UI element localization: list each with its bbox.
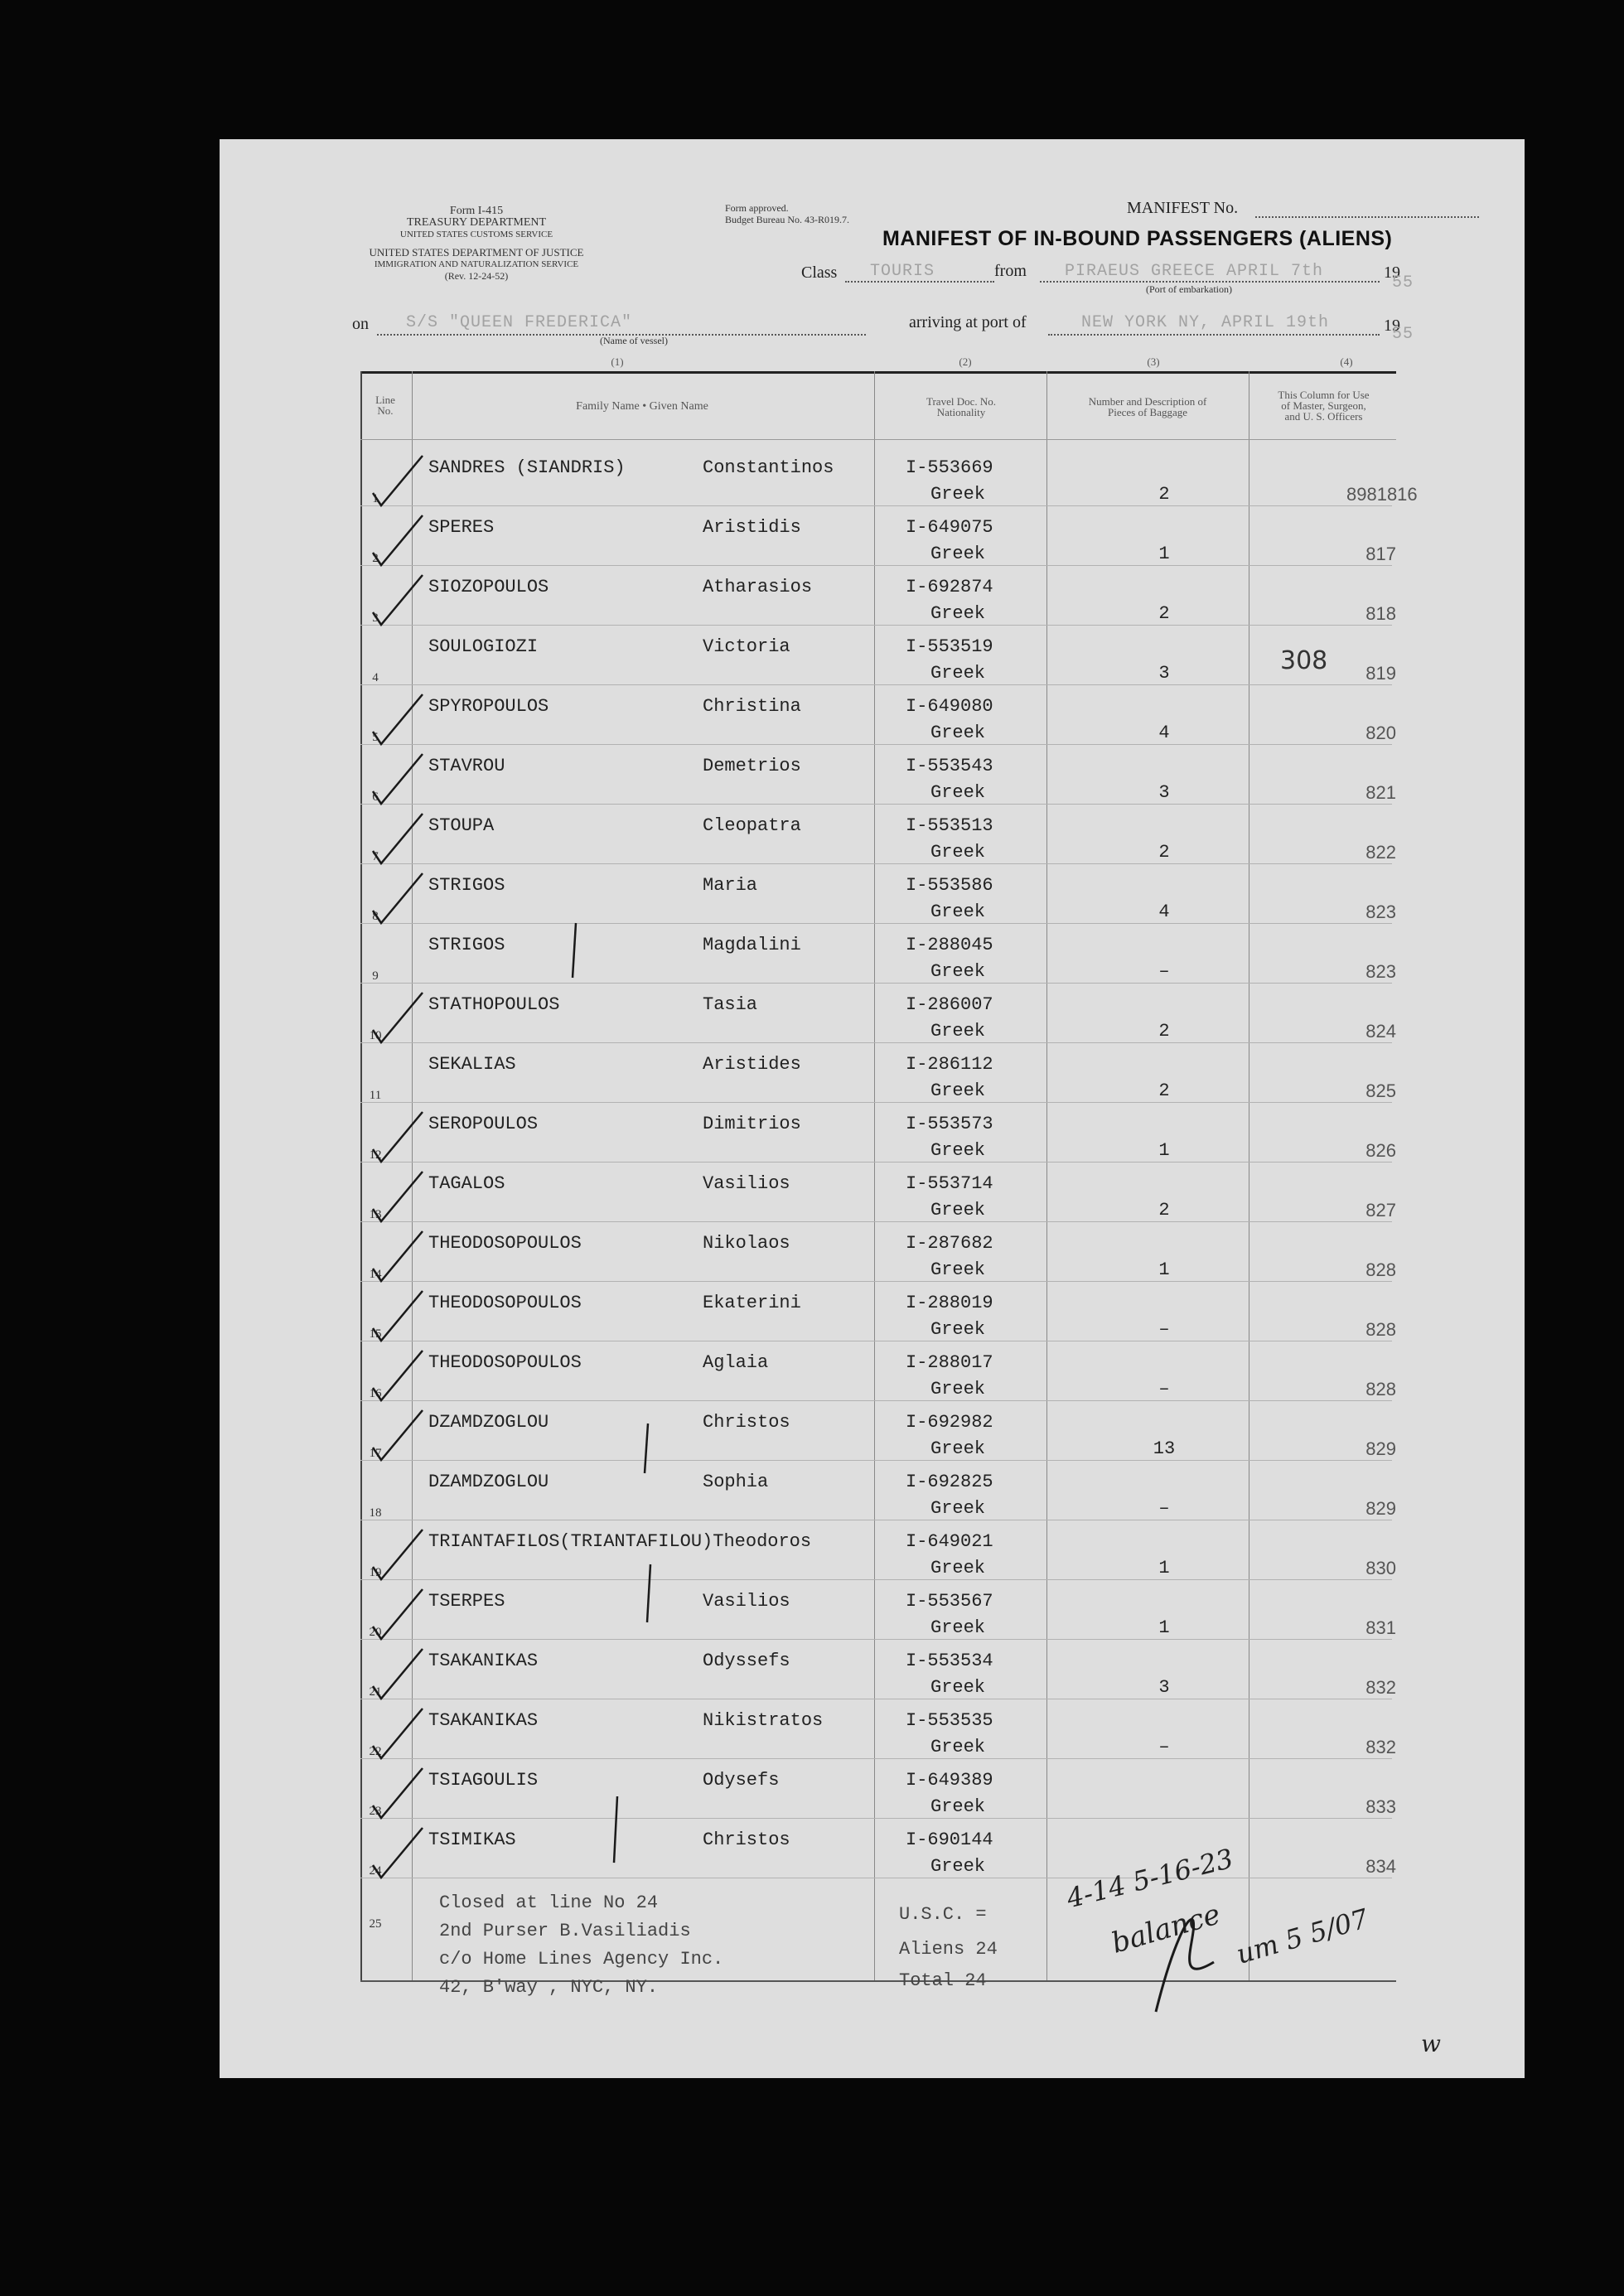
baggage-count: 1 [1158, 1617, 1170, 1638]
travel-doc-number: I-553573 [906, 1114, 993, 1134]
officer-number: 821 [1365, 782, 1396, 803]
family-name: TSIMIKAS [428, 1830, 516, 1850]
line-number: 15 [369, 1327, 382, 1341]
family-name: TSERPES [428, 1591, 505, 1612]
family-name: TAGALOS [428, 1173, 505, 1194]
officer-number: 827 [1365, 1200, 1396, 1221]
check-mark [373, 1172, 423, 1221]
check-mark [373, 1351, 423, 1400]
check-mark [373, 1709, 423, 1758]
travel-doc-number: I-553567 [906, 1591, 993, 1612]
baggage-count: – [1158, 1737, 1170, 1757]
check-mark [373, 873, 423, 923]
nationality: Greek [930, 663, 986, 684]
col-header-officers: This Column for Use of Master, Surgeon, and U. S. Officers [1278, 389, 1370, 423]
handwritten-initials: um 5 5/07 [1232, 1902, 1372, 1970]
nationality: Greek [930, 603, 986, 624]
manifest-no-label: MANIFEST No. [1127, 199, 1239, 217]
family-name: SEKALIAS [428, 1054, 516, 1075]
baggage-count: 2 [1158, 1080, 1170, 1101]
check-mark [373, 575, 423, 625]
pen-marks [220, 139, 1525, 2078]
aliens-total: Aliens 24 [899, 1939, 998, 1960]
officer-number: 831 [1365, 1617, 1396, 1638]
given-name: Maria [703, 875, 758, 896]
baggage-count: 2 [1158, 1200, 1170, 1221]
family-name: STOUPA [428, 815, 495, 836]
family-name: DZAMDZOGLOU [428, 1412, 549, 1433]
signature-stroke [1156, 1919, 1214, 2012]
purser-line: 2nd Purser B.Vasiliadis [439, 1921, 691, 1941]
handwritten-reference: 4-14 5-16-23 [1063, 1842, 1237, 1915]
nationality: Greek [930, 1438, 986, 1459]
col-header-baggage: Number and Description of Pieces of Baggage [1088, 395, 1207, 418]
travel-doc-number: I-288017 [906, 1352, 993, 1373]
family-name: SIOZOPOULOS [428, 577, 549, 597]
year-suffix-1: 55 [1392, 273, 1414, 292]
check-mark [373, 456, 423, 505]
officer-number: 823 [1365, 961, 1396, 982]
travel-doc-number: I-553586 [906, 875, 993, 896]
travel-doc-number: I-692874 [906, 577, 993, 597]
officer-number: 823 [1365, 901, 1396, 922]
line-number: 6 [372, 790, 379, 804]
given-name: Christos [703, 1412, 790, 1433]
travel-doc-number: I-649080 [906, 696, 993, 717]
baggage-count: 2 [1158, 603, 1170, 624]
col-number-3: (3) [1147, 355, 1160, 368]
baggage-count: 3 [1158, 663, 1170, 684]
officer-number: 817 [1365, 544, 1396, 564]
col-header-doc: Travel Doc. No. Nationality [926, 395, 996, 418]
given-name: Vasilios [703, 1173, 790, 1194]
check-mark [373, 1291, 423, 1341]
nationality: Greek [930, 1498, 986, 1519]
embarkation-note: (Port of embarkation) [1146, 283, 1232, 295]
officer-number: 819 [1365, 663, 1396, 684]
travel-doc-number: I-649075 [906, 517, 993, 538]
given-name: Atharasios [703, 577, 813, 597]
nationality: Greek [930, 842, 986, 863]
nationality: Greek [930, 1259, 986, 1280]
given-name: Odyssefs [703, 1651, 790, 1671]
officer-number: 8981816 [1346, 484, 1418, 505]
line-number: 17 [369, 1447, 382, 1460]
given-name: Christos [703, 1830, 790, 1850]
family-name: STAVROU [428, 756, 505, 776]
given-name: Constantinos [703, 457, 834, 478]
family-name: SANDRES (SIANDRIS) [428, 457, 626, 478]
officer-number: 825 [1365, 1080, 1396, 1101]
line-number: 20 [369, 1626, 382, 1639]
col-number-2: (2) [959, 355, 972, 368]
class-value: TOURIS [870, 262, 935, 281]
baggage-count: 2 [1158, 1021, 1170, 1042]
officer-number: 828 [1365, 1379, 1396, 1399]
line-number: 22 [369, 1745, 382, 1758]
travel-doc-number: I-649021 [906, 1531, 993, 1552]
family-name: STRIGOS [428, 935, 505, 955]
year-suffix-2: 55 [1392, 325, 1414, 344]
travel-doc-number: I-690144 [906, 1830, 993, 1850]
baggage-count: 3 [1158, 782, 1170, 803]
approval-block: Form approved. Budget Bureau No. 43-R019.7. [725, 202, 849, 225]
baggage-count: – [1158, 1498, 1170, 1519]
line-number: 2 [372, 552, 379, 565]
check-mark [373, 1649, 423, 1699]
baggage-count: – [1158, 1379, 1170, 1399]
nationality: Greek [930, 901, 986, 922]
check-mark [373, 1530, 423, 1579]
nationality: Greek [930, 723, 986, 743]
travel-doc-number: I-553534 [906, 1651, 993, 1671]
nationality: Greek [930, 961, 986, 982]
family-name: TSIAGOULIS [428, 1770, 539, 1791]
officer-number: 824 [1365, 1021, 1396, 1042]
baggage-count: – [1158, 1319, 1170, 1340]
closing-line: Closed at line No 24 [439, 1892, 659, 1913]
officer-number: 829 [1365, 1498, 1396, 1519]
nationality: Greek [930, 782, 986, 803]
line-number: 13 [369, 1208, 382, 1221]
baggage-count: 3 [1158, 1677, 1170, 1698]
line-number: 7 [372, 850, 379, 863]
baggage-count: – [1158, 961, 1170, 982]
family-name: DZAMDZOGLOU [428, 1472, 549, 1492]
officer-number: 829 [1365, 1438, 1396, 1459]
family-name: STATHOPOULOS [428, 994, 560, 1015]
baggage-count: 4 [1158, 723, 1170, 743]
line-number: 10 [369, 1029, 382, 1042]
family-name: THEODOSOPOULOS [428, 1233, 582, 1254]
vessel-note: (Name of vessel) [600, 335, 668, 346]
travel-doc-number: I-553543 [906, 756, 993, 776]
nationality: Greek [930, 1796, 986, 1817]
officer-number: 822 [1365, 842, 1396, 863]
baggage-count: 4 [1158, 901, 1170, 922]
given-name: Tasia [703, 994, 758, 1015]
baggage-count: 2 [1158, 842, 1170, 863]
line-number: 3 [372, 611, 379, 625]
line-number: 8 [372, 910, 379, 923]
line-number: 23 [369, 1805, 382, 1818]
family-name: TSAKANIKAS [428, 1651, 539, 1671]
from-value: PIRAEUS GREECE APRIL 7th [1065, 262, 1324, 281]
tick-mark [647, 1564, 650, 1622]
year-prefix-2: 19 [1384, 317, 1400, 335]
officer-number: 828 [1365, 1319, 1396, 1340]
nationality: Greek [930, 1140, 986, 1161]
travel-doc-number: I-553669 [906, 457, 993, 478]
check-mark [373, 1410, 423, 1460]
line-number: 4 [372, 671, 379, 684]
line-number: 14 [369, 1268, 382, 1281]
given-name: Aglaia [703, 1352, 769, 1373]
officer-number: 833 [1365, 1796, 1396, 1817]
family-name: SPYROPOULOS [428, 696, 549, 717]
officer-number: 820 [1365, 723, 1396, 743]
given-name: Victoria [703, 636, 790, 657]
travel-doc-number: I-692982 [906, 1412, 993, 1433]
travel-doc-number: I-288019 [906, 1293, 993, 1313]
travel-doc-number: I-553519 [906, 636, 993, 657]
travel-doc-number: I-287682 [906, 1233, 993, 1254]
nationality: Greek [930, 1558, 986, 1578]
family-name: SEROPOULOS [428, 1114, 539, 1134]
col-number-1: (1) [611, 355, 624, 368]
given-name: Magdalini [703, 935, 801, 955]
baggage-count: 1 [1158, 1259, 1170, 1280]
baggage-count: 2 [1158, 484, 1170, 505]
baggage-count: 1 [1158, 1140, 1170, 1161]
manifest-sheet [220, 139, 1525, 2078]
check-mark [373, 814, 423, 863]
officer-number: 834 [1365, 1856, 1396, 1877]
family-name: SPERES [428, 517, 495, 538]
nationality: Greek [930, 1856, 986, 1877]
officer-number: 828 [1365, 1259, 1396, 1280]
officer-number: 818 [1365, 603, 1396, 624]
given-name: Aristides [703, 1054, 801, 1075]
family-name: STRIGOS [428, 875, 505, 896]
line-number: 1 [372, 492, 379, 505]
line-number: 5 [372, 731, 379, 744]
travel-doc-number: I-649389 [906, 1770, 993, 1791]
corner-mark: w [1421, 2030, 1441, 2057]
given-name: Sophia [703, 1472, 769, 1492]
travel-doc-number: I-553714 [906, 1173, 993, 1194]
given-name: Christina [703, 696, 801, 717]
line-number: 16 [369, 1387, 382, 1400]
officer-number: 826 [1365, 1140, 1396, 1161]
given-name: Cleopatra [703, 815, 801, 836]
nationality: Greek [930, 544, 986, 564]
year-prefix-1: 19 [1384, 263, 1400, 282]
family-name: THEODOSOPOULOS [428, 1293, 582, 1313]
family-name: THEODOSOPOULOS [428, 1352, 582, 1373]
tick-mark [614, 1796, 617, 1863]
baggage-count: 13 [1153, 1438, 1176, 1459]
nationality: Greek [930, 1379, 986, 1399]
check-mark [373, 993, 423, 1042]
given-name: Vasilios [703, 1591, 790, 1612]
line-number: 19 [369, 1566, 382, 1579]
check-mark [373, 1231, 423, 1281]
on-label: on [352, 315, 369, 333]
given-name: Demetrios [703, 756, 801, 776]
col-header-name: Family Name • Given Name [576, 400, 708, 413]
given-name: Nikolaos [703, 1233, 790, 1254]
nationality: Greek [930, 1319, 986, 1340]
usc-total: U.S.C. = [899, 1904, 987, 1925]
check-mark [373, 1589, 423, 1639]
line-number: 12 [369, 1148, 382, 1162]
page-title: MANIFEST OF IN-BOUND PASSENGERS (ALIENS) [882, 227, 1393, 250]
baggage-count: 1 [1158, 1558, 1170, 1578]
given-name: Ekaterini [703, 1293, 801, 1313]
line-number: 24 [369, 1864, 382, 1878]
check-mark [373, 1768, 423, 1818]
nationality: Greek [930, 1200, 986, 1221]
vessel-value: S/S "QUEEN FREDERICA" [406, 313, 633, 332]
form-id-block: Form I-415 TREASURY DEPARTMENT UNITED STATES CUSTOMS SERVICE UNITED STATES DEPARTMENT OF JUSTICE IMMIGRATION AND NATURALIZATION SERVICE (Rev. 12-24-52) [369, 205, 584, 282]
family-name: TRIANTAFILOS(TRIANTAFILOU)Theodoros [428, 1531, 812, 1552]
line-number: 9 [372, 969, 379, 983]
handwritten-balance: balance [1108, 1897, 1225, 1960]
given-name: Aristidis [703, 517, 801, 538]
stamp-number: 308 [1280, 646, 1328, 675]
line-number: 21 [369, 1685, 382, 1699]
travel-doc-number: I-286112 [906, 1054, 993, 1075]
col-number-4: (4) [1340, 355, 1353, 368]
family-name: TSAKANIKAS [428, 1710, 539, 1731]
nationality: Greek [930, 1737, 986, 1757]
col-header-line-no: Line No. [375, 394, 395, 417]
travel-doc-number: I-692825 [906, 1472, 993, 1492]
officer-number: 832 [1365, 1677, 1396, 1698]
from-label: from [994, 262, 1027, 280]
family-name: SOULOGIOZI [428, 636, 539, 657]
officer-number: 832 [1365, 1737, 1396, 1757]
line-number: 18 [369, 1506, 382, 1520]
check-mark [373, 754, 423, 804]
arriving-label: arriving at port of [909, 313, 1027, 331]
tick-mark [645, 1424, 648, 1473]
travel-doc-number: I-553535 [906, 1710, 993, 1731]
arrival-value: NEW YORK NY, APRIL 19th [1081, 313, 1330, 332]
baggage-count: 1 [1158, 544, 1170, 564]
given-name: Odysefs [703, 1770, 780, 1791]
line-number-25: 25 [369, 1917, 382, 1931]
nationality: Greek [930, 1677, 986, 1698]
travel-doc-number: I-288045 [906, 935, 993, 955]
nationality: Greek [930, 1021, 986, 1042]
agency-line: c/o Home Lines Agency Inc. [439, 1949, 724, 1970]
class-label: Class [801, 263, 838, 282]
nationality: Greek [930, 1080, 986, 1101]
nationality: Greek [930, 484, 986, 505]
nationality: Greek [930, 1617, 986, 1638]
check-mark [373, 1112, 423, 1162]
line-number: 11 [369, 1089, 382, 1102]
check-mark [373, 1828, 423, 1878]
travel-doc-number: I-553513 [906, 815, 993, 836]
travel-doc-number: I-286007 [906, 994, 993, 1015]
tick-mark [573, 923, 576, 978]
address-line: 42, B'way , NYC, NY. [439, 1977, 659, 1998]
grand-total: Total 24 [899, 1970, 987, 1991]
officer-number: 830 [1365, 1558, 1396, 1578]
given-name: Dimitrios [703, 1114, 801, 1134]
check-mark [373, 515, 423, 565]
given-name: Nikistratos [703, 1710, 824, 1731]
check-mark [373, 694, 423, 744]
